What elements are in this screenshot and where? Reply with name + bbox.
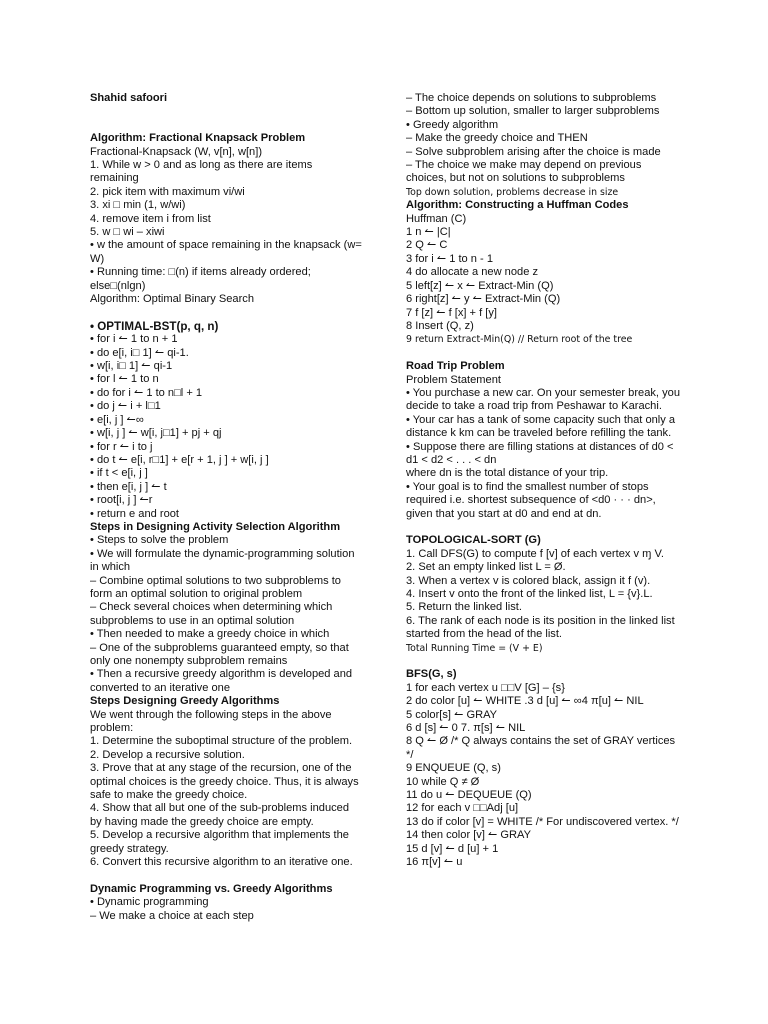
text-line: 3. Prove that at any stage of the recursion, one of the optimal choices is the greedy choice. Thus, it is always safe to make the greedy choice. bbox=[90, 762, 359, 802]
text-line: – The choice depends on solutions to subproblems bbox=[406, 92, 657, 104]
spacer bbox=[90, 306, 362, 319]
section-heading: Shahid safoori bbox=[90, 92, 168, 104]
text-line: • for r ↼ i to j bbox=[90, 440, 153, 453]
text-line: • Suppose there are filling stations at distances of d0 < d1 < d2 < . . . < dn bbox=[406, 440, 674, 466]
text-line: • w[i, i□ 1] ↼ qi-1 bbox=[90, 360, 173, 373]
text-line: • do t ↼ e[i, r□1] + e[r + 1, j ] + w[i, j ] bbox=[90, 453, 269, 466]
section-heading: BFS(G, s) bbox=[406, 668, 457, 681]
text-line: 8 Q ↼ Ø /* Q always contains the set of GRAY vertices */ bbox=[406, 735, 676, 761]
spacer bbox=[90, 119, 362, 132]
spacer bbox=[406, 347, 684, 360]
spacer bbox=[406, 521, 684, 534]
text-line: 15 d [v] ↼ d [u] + 1 bbox=[406, 842, 499, 855]
text-line: 2. Set an empty linked list L = Ø. bbox=[406, 561, 566, 574]
text-line: • root[i, j ] ↼r bbox=[90, 494, 153, 507]
text-line: • We will formulate the dynamic-programming solution in which bbox=[90, 547, 355, 574]
text-line: Top down solution, problems decrease in size bbox=[406, 186, 619, 198]
text-line: 2 do color [u] ↼ WHITE .3 d [u] ↼ ∞4 π[u] ↼ NIL bbox=[406, 695, 644, 708]
text-line: Problem Statement bbox=[406, 373, 501, 386]
section-heading: Steps in Designing Activity Selection Algorithm bbox=[90, 520, 341, 533]
text-line: • Your car has a tank of some capacity such that only a distance k km can be traveled before refilling the tank. bbox=[406, 413, 676, 440]
text-line: 1. Call DFS(G) to compute f [v] of each vertex v ɱ V. bbox=[406, 547, 664, 560]
text-line: – Solve subproblem arising after the choice is made bbox=[406, 145, 661, 158]
text-line: We went through the following steps in the above problem: bbox=[90, 708, 332, 735]
text-line: • e[i, j ] ↼∞ bbox=[90, 413, 144, 426]
spacer bbox=[406, 655, 684, 668]
text-line: 7 f [z] ↼ f [x] + f [y] bbox=[406, 306, 497, 319]
text-line: • Then a recursive greedy algorithm is developed and converted to an iterative one bbox=[90, 668, 353, 694]
text-line: 6. Convert this recursive algorithm to an iterative one. bbox=[90, 856, 353, 869]
right-column bbox=[406, 92, 684, 870]
text-line: • for i ↼ 1 to n + 1 bbox=[90, 333, 178, 346]
text-line: 4. Insert v onto the front of the linked list, L = {v}.L. bbox=[406, 588, 653, 600]
text-line: • You purchase a new car. On your semester break, you decide to take a road trip from Peshawar to Karachi. bbox=[406, 386, 680, 413]
text-line: 16 π[v] ↼ u bbox=[406, 856, 463, 869]
text-line: • if t < e[i, j ] bbox=[90, 467, 148, 480]
text-line: – We make a choice at each step bbox=[90, 909, 254, 922]
text-line: 3 for i ↼ 1 to n - 1 bbox=[406, 252, 493, 265]
text-line: – Bottom up solution, smaller to larger subproblems bbox=[406, 105, 660, 118]
text-line: 11 do u ↼ DEQUEUE (Q) bbox=[406, 789, 532, 802]
text-line: – The choice we make may depend on previous choices, but not on solutions to subproblems bbox=[406, 159, 642, 185]
text-line: 6. The rank of each node is its position in the linked list started from the head of the list. bbox=[406, 614, 675, 641]
text-line: 3. When a vertex v is colored black, assign it f (v). bbox=[406, 574, 651, 587]
text-line: 3. xi □ min (1, w/wi) bbox=[90, 199, 186, 212]
text-line: 9 ENQUEUE (Q, s) bbox=[406, 762, 501, 775]
text-line: • do j ↼ i + l□1 bbox=[90, 400, 161, 413]
text-line: 6 right[z] ↼ y ↼ Extract-Min (Q) bbox=[406, 293, 561, 306]
text-line: 5 color[s] ↼ GRAY bbox=[406, 708, 498, 721]
text-line: • for l ↼ 1 to n bbox=[90, 373, 159, 386]
section-heading: TOPOLOGICAL-SORT (G) bbox=[406, 534, 541, 547]
text-line: • do for i ↼ 1 to n□l + 1 bbox=[90, 386, 203, 399]
text-line: Fractional-Knapsack (W, v[n], w[n]) bbox=[90, 145, 263, 158]
text-line: 5. w □ wi – xiwi bbox=[90, 226, 165, 239]
text-line: • w the amount of space remaining in the knapsack (w= W) bbox=[90, 239, 362, 265]
text-line: 2. Develop a recursive solution. bbox=[90, 748, 245, 761]
text-line: 4 do allocate a new node z bbox=[406, 266, 538, 279]
text-line: • Running time: □(n) if items already ordered; else□(nlgn) bbox=[90, 266, 311, 292]
text-line: • Dynamic programming bbox=[90, 896, 209, 909]
text-line: – Make the greedy choice and THEN bbox=[406, 132, 588, 145]
text-line: 1 for each vertex u □□V [G] – {s} bbox=[406, 681, 565, 694]
text-line: 5. Return the linked list. bbox=[406, 601, 522, 614]
text-line: 1 n ↼ |C| bbox=[406, 226, 451, 239]
text-line: 6 d [s] ↼ 0 7. π[s] ↼ NIL bbox=[406, 722, 526, 735]
text-line: 2 Q ↼ C bbox=[406, 239, 448, 252]
text-line: • w[i, j ] ↼ w[i, j□1] + pj + qj bbox=[90, 427, 222, 440]
section-heading: Algorithm: Fractional Knapsack Problem bbox=[90, 132, 306, 145]
text-line: • do e[i, i□ 1] ↼ qi-1. bbox=[90, 346, 189, 359]
text-line: 2. pick item with maximum vi/wi bbox=[90, 185, 245, 198]
text-line: 5 left[z] ↼ x ↼ Extract-Min (Q) bbox=[406, 279, 554, 292]
text-line: • then e[i, j ] ↼ t bbox=[90, 480, 167, 493]
text-line: 10 while Q ≠ Ø bbox=[406, 775, 480, 788]
text-line: – Check several choices when determining which subproblems to use in an optimal solution bbox=[90, 601, 333, 627]
text-line: 9 return Extract-Min(Q) // Return root of the tree bbox=[406, 334, 633, 346]
text-line: 5. Develop a recursive algorithm that implements the greedy strategy. bbox=[90, 829, 349, 855]
text-line: 4. Show that all but one of the sub-problems induced by having made the greedy choice are empty. bbox=[90, 802, 350, 828]
text-line: where dn is the total distance of your trip. bbox=[406, 467, 609, 480]
text-line: • Your goal is to find the smallest number of stops required i.e. shortest subsequence of <d0 · · · dn>, given that you start at d0 and end at dn. bbox=[406, 480, 656, 520]
section-heading: • OPTIMAL-BST(p, q, n) bbox=[90, 319, 219, 333]
text-line: 12 for each v □□Adj [u] bbox=[406, 802, 519, 815]
text-line: 4. remove item i from list bbox=[90, 212, 211, 225]
text-line: 8 Insert (Q, z) bbox=[406, 319, 474, 332]
section-heading: Steps Designing Greedy Algorithms bbox=[90, 695, 280, 708]
section-heading: Road Trip Problem bbox=[406, 360, 505, 373]
spacer bbox=[90, 870, 362, 883]
text-line: Huffman (C) bbox=[406, 212, 467, 225]
text-line: – One of the subproblems guaranteed empty, so that only one nonempty subproblem remains bbox=[90, 641, 349, 668]
text-line: • Then needed to make a greedy choice in which bbox=[90, 628, 330, 641]
text-line: • Greedy algorithm bbox=[406, 118, 499, 131]
text-line: Algorithm: Optimal Binary Search bbox=[90, 293, 255, 306]
section-heading: Algorithm: Constructing a Huffman Codes bbox=[406, 199, 629, 212]
text-line: Total Running Time = (V + E) bbox=[406, 642, 543, 654]
text-line: • Steps to solve the problem bbox=[90, 534, 229, 547]
left-column bbox=[90, 92, 362, 923]
text-line: 1. Determine the suboptimal structure of the problem. bbox=[90, 735, 353, 748]
text-line: • return e and root bbox=[90, 507, 179, 520]
text-line: 13 do if color [v] = WHITE /* For undiscovered vertex. */ bbox=[406, 815, 679, 828]
spacer bbox=[90, 105, 362, 118]
text-line: 1. While w > 0 and as long as there are items remaining bbox=[90, 159, 313, 185]
text-line: 14 then color [v] ↼ GRAY bbox=[406, 829, 532, 842]
text-line: – Combine optimal solutions to two subproblems to form an optimal solution to original problem bbox=[90, 574, 341, 600]
section-heading: Dynamic Programming vs. Greedy Algorithms bbox=[90, 882, 333, 895]
